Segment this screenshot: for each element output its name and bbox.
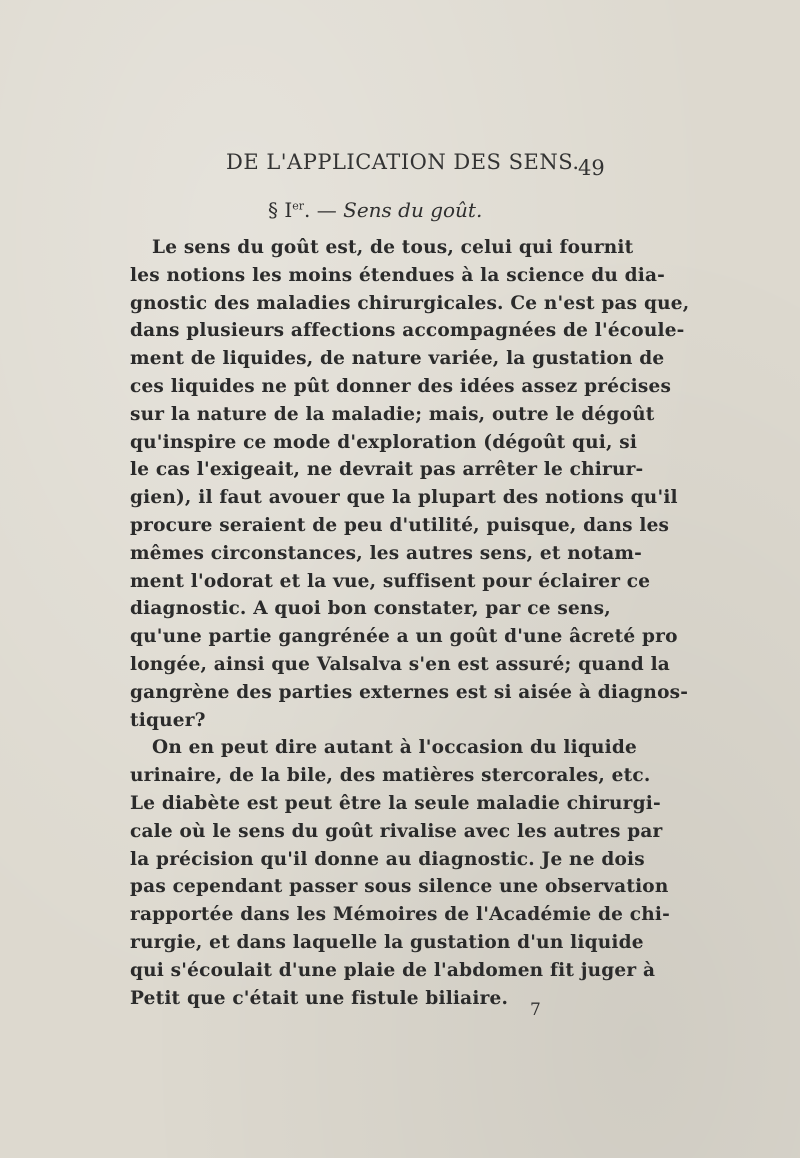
text-line: pas cependant passer sous silence une observation (130, 876, 669, 898)
page-number: 49 (578, 156, 605, 180)
text-line: qu'une partie gangrénée a un goût d'une âcreté pro (130, 626, 678, 648)
text-line: cale où le sens du goût rivalise avec les autres par (130, 820, 663, 842)
text-line: la précision qu'il donne au diagnostic. Je ne dois (130, 848, 645, 870)
text-line: Le sens du goût est, de tous, celui qui fournit (152, 237, 634, 258)
text-line: tiquer? (130, 709, 206, 731)
text-line: ment l'odorat et la vue, suffisent pour éclairer ce (130, 570, 651, 592)
section-title: Sens du goût. (343, 198, 483, 222)
signature-mark: 7 (530, 1000, 541, 1020)
section-separator: . — (304, 198, 344, 222)
text-line: Petit que c'était une fistule biliaire. (130, 987, 509, 1009)
text-line: mêmes circonstances, les autres sens, et notam- (130, 542, 643, 564)
text-line: On en peut dire autant à l'occasion du liquide (152, 737, 637, 759)
text-line: sur la nature de la maladie; mais, outre le dégoût (130, 403, 655, 425)
text-line: les notions les moins étendues à la science du dia- (130, 264, 666, 286)
running-title: DE L'APPLICATION DES SENS. (226, 150, 580, 174)
text-line: gnostic des maladies chirurgicales. Ce n'est pas que, (130, 292, 690, 314)
text-line: diagnostic. A quoi bon constater, par ce sens, (130, 598, 611, 620)
text-line: gien), il faut avouer que la plupart des notions qu'il (130, 487, 678, 509)
text-line: qu'inspire ce mode d'exploration (dégoût qui, si (130, 431, 638, 453)
running-header (0, 148, 800, 178)
text-line: procure seraient de peu d'utilité, puisque, dans les (130, 514, 670, 536)
text-line: qui s'écoulait d'une plaie de l'abdomen fit juger à (130, 959, 656, 981)
section-heading (268, 198, 482, 222)
text-line: longée, ainsi que Valsalva s'en est assuré; quand la (130, 653, 670, 675)
text-line: Le diabète est peut être la seule maladie chirurgi- (130, 792, 661, 814)
text-line: le cas l'exigeait, ne devrait pas arrêter le chirur- (130, 459, 644, 481)
text-line: ment de liquides, de nature variée, la gustation de (130, 348, 665, 370)
body-text (130, 234, 690, 1012)
text-line: gangrène des parties externes est si aisée à diagnos- (130, 681, 689, 703)
section-prefix: § I (268, 198, 293, 222)
text-line: rurgie, et dans laquelle la gustation d'un liquide (130, 931, 644, 953)
text-line: dans plusieurs affections accompagnées de l'écoule- (130, 320, 685, 342)
text-line: ces liquides ne pût donner des idées assez précises (130, 375, 672, 397)
text-line: urinaire, de la bile, des matières stercorales, etc. (130, 765, 651, 787)
text-line: rapportée dans les Mémoires de l'Académie de chi- (130, 904, 670, 926)
section-superscript: er (292, 199, 305, 213)
